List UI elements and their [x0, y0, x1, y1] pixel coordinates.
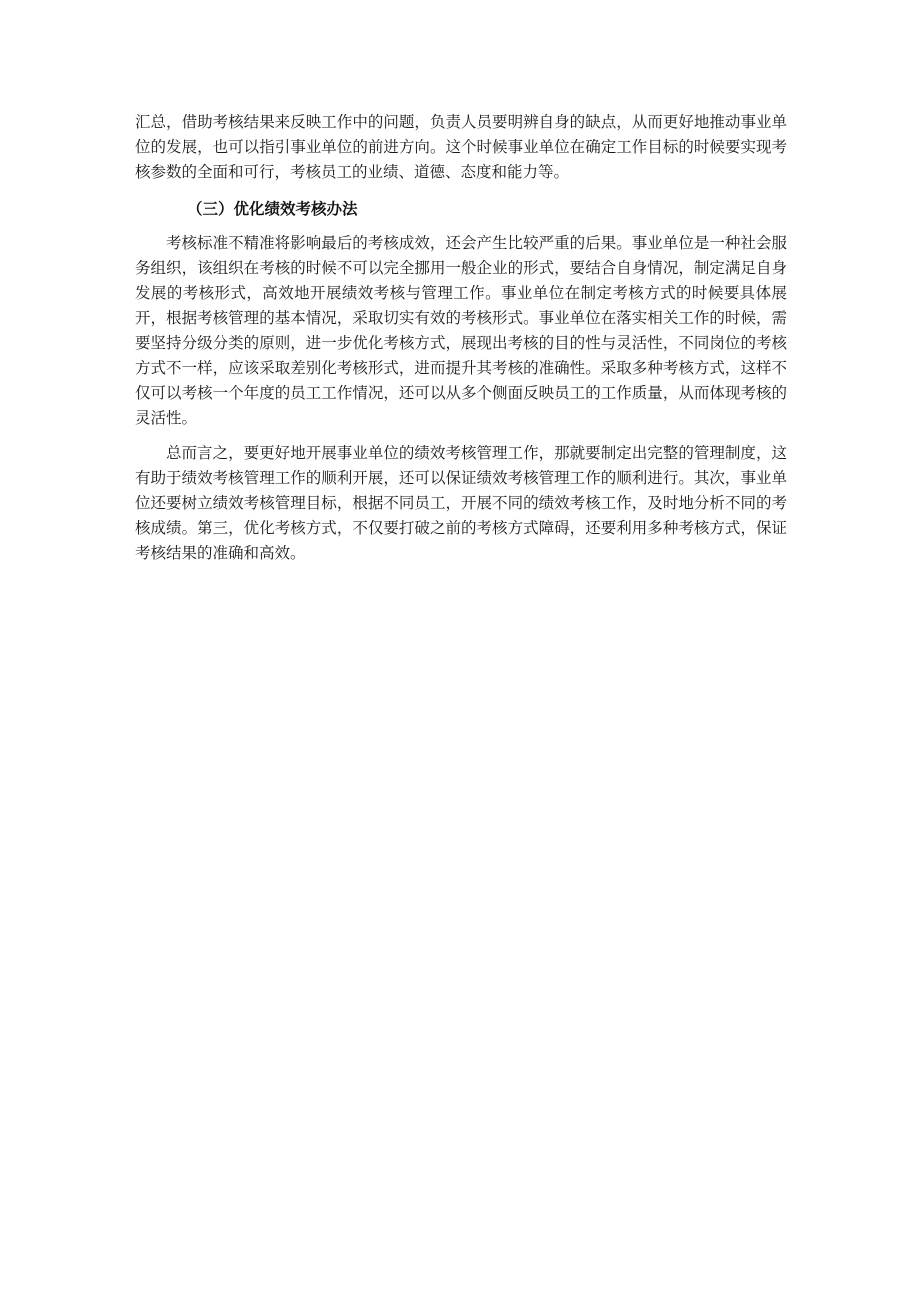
- continued-paragraph: 汇总，借助考核结果来反映工作中的问题，负责人员要明辨自身的缺点，从而更好地推动事业单位的发展，也可以指引事业单位的前进方向。这个时候事业单位在确定工作目标的时候要实现考核参数的全面和可行，考核员工的业绩、道德、态度和能力等。: [135, 113, 787, 181]
- document-body: [135, 110, 787, 566]
- body-paragraph-conclusion: 总而言之，要更好地开展事业单位的绩效考核管理工作，那就要制定出完整的管理制度，这有助于绩效考核管理工作的顺利开展，还可以保证绩效考核管理工作的顺利进行。其次，事业单位还要树立绩效考核管理目标，根据不同员工，开展不同的绩效考核工作，及时地分析不同的考核成绩。第三，优化考核方式，不仅要打破之前的考核方式障碍，还要利用多种考核方式，保证考核结果的准确和高效。: [135, 444, 787, 562]
- body-paragraph-standards: 考核标准不精准将影响最后的考核成效，还会产生比较严重的后果。事业单位是一种社会服务组织，该组织在考核的时候不可以完全挪用一般企业的形式，要结合自身情况，制定满足自身发展的考核形式，高效地开展绩效考核与管理工作。事业单位在制定考核方式的时候要具体展开，根据考核管理的基本情况，采取切实有效的考核形式。事业单位在落实相关工作的时候，需要坚持分级分类的原则，进一步优化考核方式，展现出考核的目的性与灵活性，不同岗位的考核方式不一样，应该采取差别化考核形式，进而提升其考核的准确性。采取多种考核方式，这样不仅可以考核一个年度的员工工作情况，还可以从多个侧面反映员工的工作质量，从而体现考核的灵活性。: [135, 234, 787, 427]
- section-heading: （三）优化绩效考核办法: [187, 200, 358, 218]
